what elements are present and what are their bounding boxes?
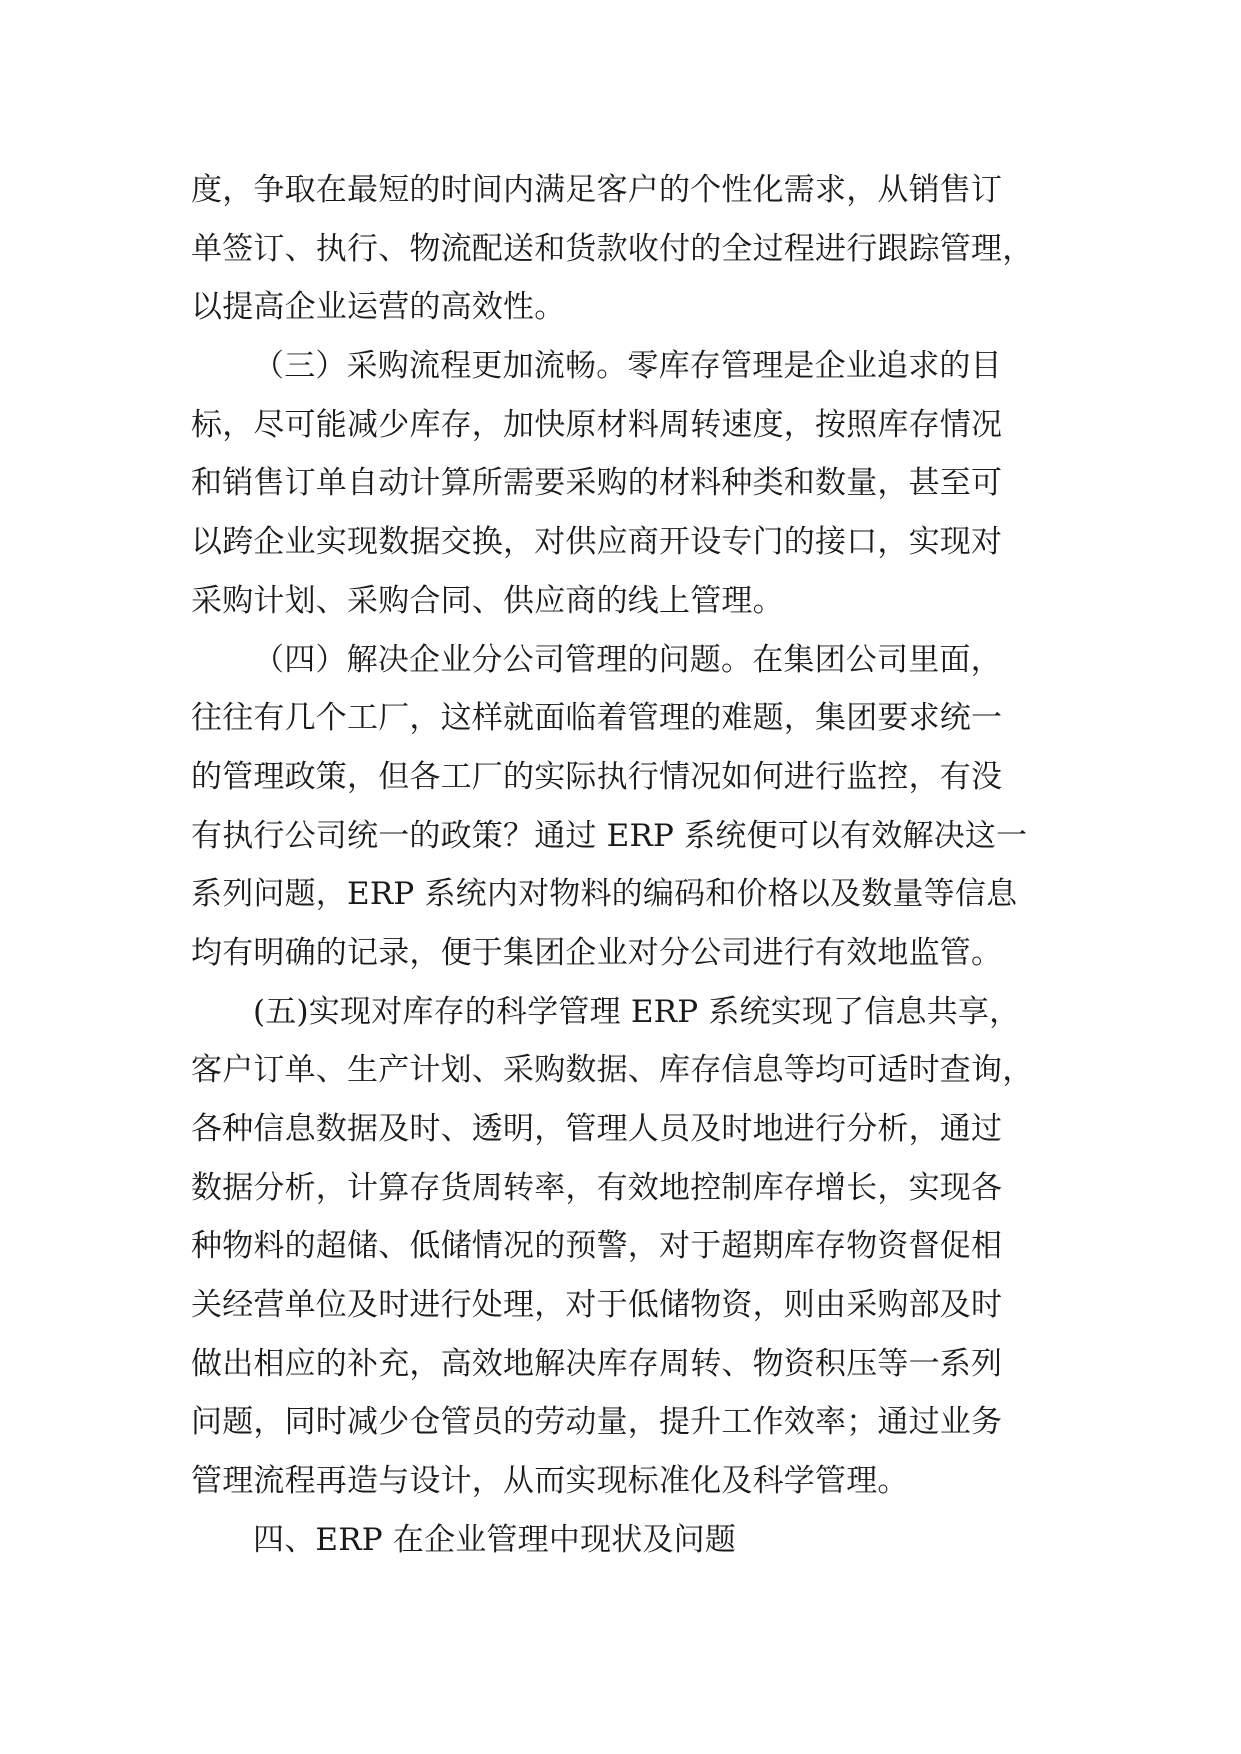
text-line: 和销售订单自动计算所需要采购的材料种类和数量，甚至可 — [191, 465, 1003, 502]
paragraph-start-line: （三）采购流程更加流畅。零库存管理是企业追求的目 — [253, 348, 1002, 385]
text-line: 往往有几个工厂，这样就面临着管理的难题，集团要求统一 — [191, 700, 1003, 737]
text-line: 有执行公司统一的政策？通过 ERP 系统便可以有效解决这一 — [191, 817, 1028, 854]
text-line: 均有明确的记录，便于集团企业对分公司进行有效地监管。 — [191, 934, 1003, 971]
text-line: 的管理政策，但各工厂的实际执行情况如何进行监控，有没 — [191, 758, 1003, 795]
text-line: 单签订、执行、物流配送和货款收付的全过程进行跟踪管理， — [191, 230, 1034, 267]
text-line: 客户订单、生产计划、采购数据、库存信息等均可适时查询， — [191, 1052, 1034, 1089]
text-line: 标，尽可能减少库存，加快原材料周转速度，按照库存情况 — [191, 406, 1003, 443]
text-line: 以提高企业运营的高效性。 — [191, 289, 566, 326]
text-line: 数据分析，计算存货周转率，有效地控制库存增长，实现各 — [191, 1169, 1003, 1206]
paragraph-start-line: （四）解决企业分公司管理的问题。在集团公司里面， — [253, 641, 1002, 678]
text-line: 各种信息数据及时、透明，管理人员及时地进行分析，通过 — [191, 1111, 1003, 1147]
text-line: 采购计划、采购合同、供应商的线上管理。 — [191, 582, 784, 619]
text-line: 种物料的超储、低储情况的预警，对于超期库存物资督促相 — [191, 1228, 1003, 1265]
text-line: 以跨企业实现数据交换，对供应商开设专门的接口，实现对 — [191, 524, 1003, 561]
paragraph-start-line: (五)实现对库存的科学管理 ERP 系统实现了信息共享， — [253, 993, 1021, 1030]
text-line: 问题，同时减少仓管员的劳动量，提升工作效率；通过业务 — [191, 1404, 1003, 1441]
body-text — [191, 161, 1071, 1570]
text-line: 关经营单位及时进行处理，对于低储物资，则由采购部及时 — [191, 1287, 1003, 1324]
text-line: 管理流程再造与设计，从而实现标准化及科学管理。 — [191, 1463, 909, 1500]
text-line: 做出相应的补充，高效地解决库存周转、物资积压等一系列 — [191, 1345, 1003, 1382]
text-line: 度，争取在最短的时间内满足客户的个性化需求，从销售订 — [191, 172, 1003, 208]
section-heading: 四、ERP 在企业管理中现状及问题 — [253, 1521, 737, 1558]
text-line: 系列问题，ERP 系统内对物料的编码和价格以及数量等信息 — [191, 876, 1018, 913]
